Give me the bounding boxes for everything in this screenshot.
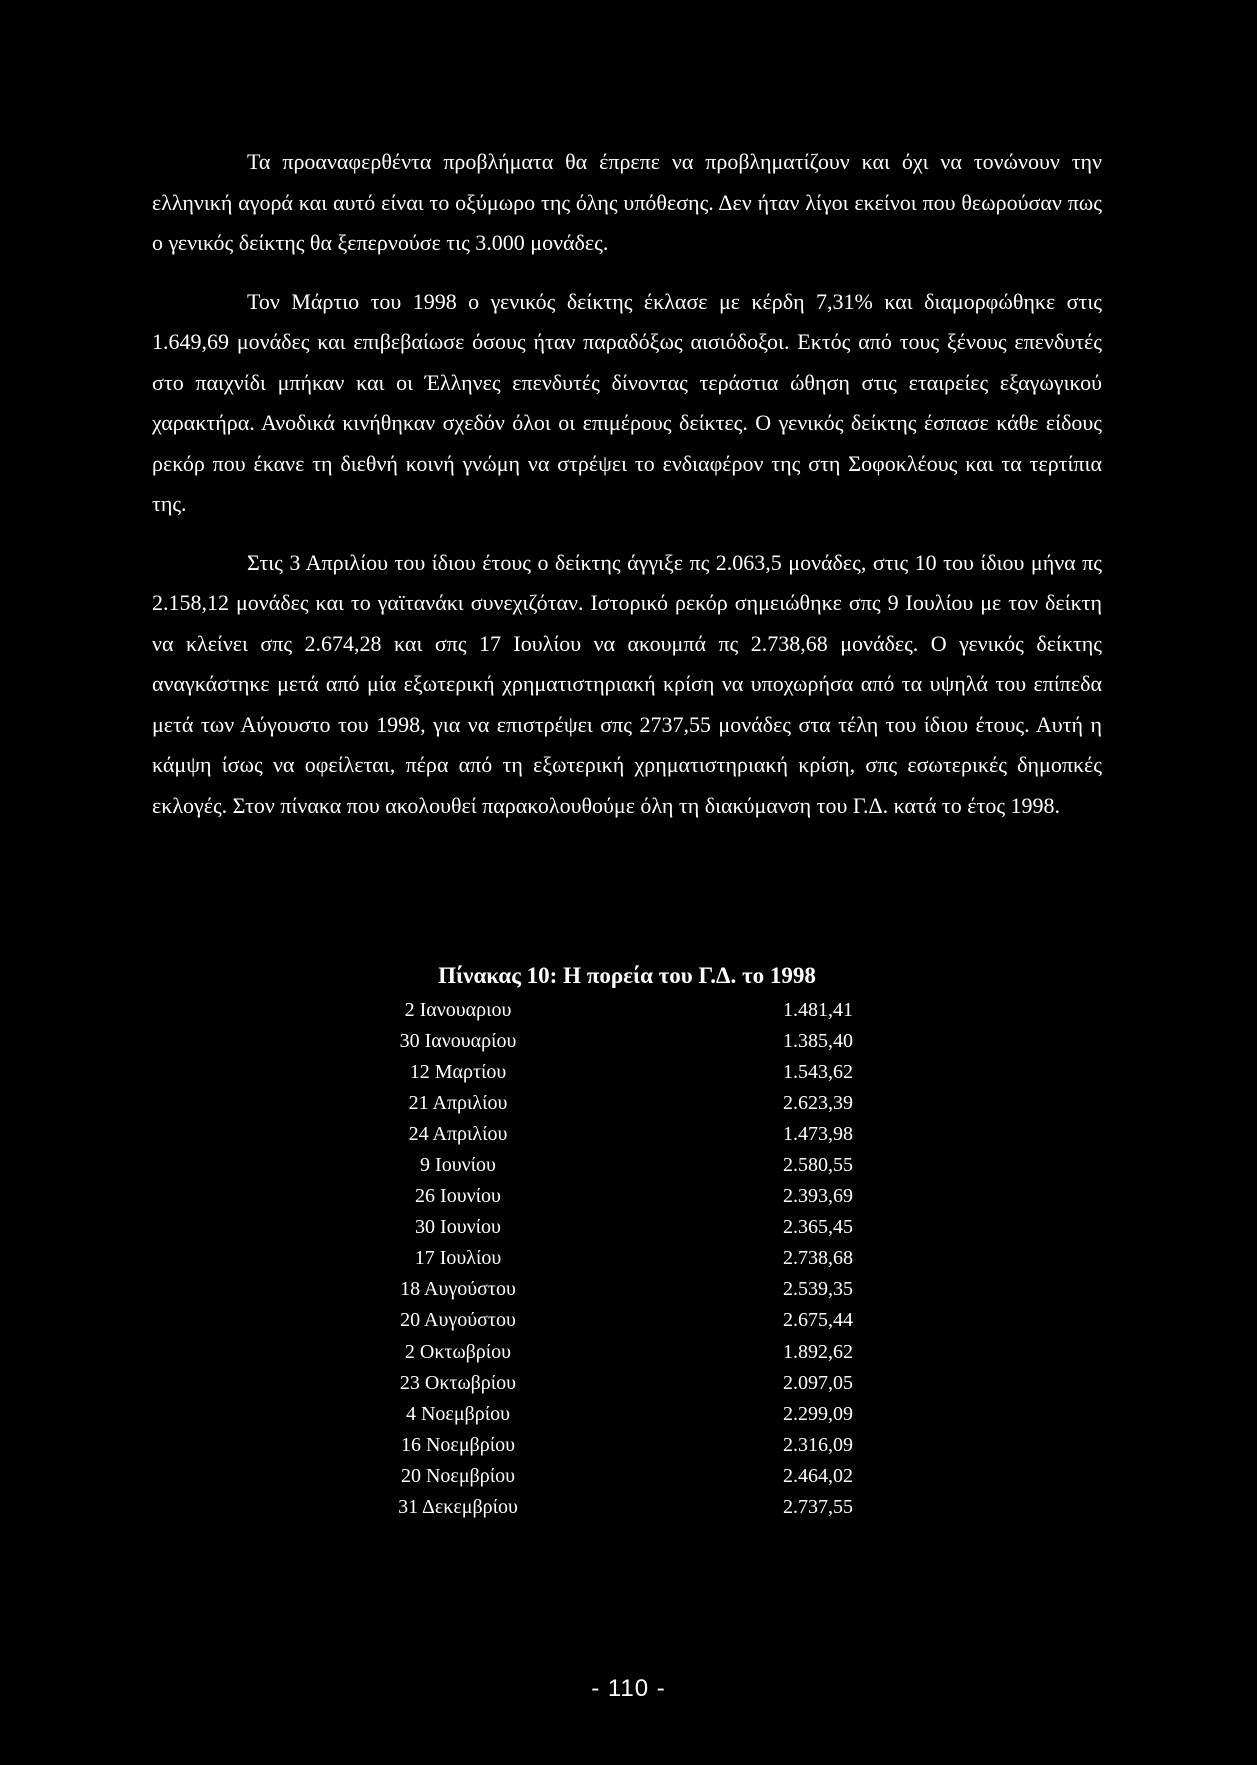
table-cell-date: 30 Ιουνίου: [415, 1216, 501, 1239]
table-cell-value: 2.738,68: [783, 1247, 853, 1270]
table-cell-date: 20 Αυγούστου: [400, 1309, 516, 1332]
table-cell-value: 2.623,39: [783, 1092, 853, 1115]
table-row: [308, 1181, 853, 1212]
table-cell-value: 2.299,09: [783, 1402, 853, 1425]
table-row: [308, 1274, 853, 1305]
table-row: [308, 1150, 853, 1181]
paragraph-1: Τα προαναφερθέντα προβλήματα θα έπρεπε να προβληματίζουν και όχι να τονώνουν την ελληνική αγορά και αυτό είναι το οξύμωρο της όλης υπόθεσης. Δεν ήταν λίγοι εκείνοι που θεωρούσαν πως ο γενικός δείκτης θα ξεπερνούσε τις 3.000 μονάδες.: [152, 149, 1102, 255]
table-row: [308, 1337, 853, 1368]
table-cell-date: 24 Απριλίου: [408, 1123, 508, 1146]
page-number: - 110 -: [591, 1675, 666, 1702]
index-table: [308, 995, 853, 1523]
table-cell-value: 2.675,44: [783, 1309, 853, 1332]
table-cell-date: 4 Νοεμβρίου: [405, 1402, 510, 1425]
table-cell-date: 30 Ιανουαρίου: [399, 1030, 517, 1053]
table-cell-value: 1.892,62: [783, 1340, 853, 1363]
table-row: [308, 1243, 853, 1274]
table-row: [308, 1212, 853, 1243]
table-cell-date: 9 Ιουνίου: [420, 1154, 496, 1177]
table-row: [308, 1492, 853, 1523]
table-cell-date: 17 Ιουλίου: [414, 1247, 502, 1270]
table-cell-value: 2.464,02: [783, 1464, 853, 1487]
table-cell-value: 2.316,09: [783, 1433, 853, 1456]
paragraph-2: Τον Μάρτιο του 1998 ο γενικός δείκτης έκλασε με κέρδη 7,31% και διαμορφώθηκε στις 1.649,69 μονάδες και επιβεβαίωσε όσους ήταν παραδόξως αισιόδοξοι. Εκτός από τους ξένους επενδυτές στο παιχνίδι μπήκαν και οι Έλληνες επενδυτές δίνοντας τεράστια ώθηση στις εταιρείες εξαγωγικού χαρακτήρα. Ανοδικά κινήθηκαν σχεδόν όλοι οι επιμέρους δείκτες. Ο γενικός δείκτης έσπασε κάθε είδους ρεκόρ που έκανε τη διεθνή κοινή γνώμη να στρέψει το ενδιαφέρον της στη Σοφοκλέους και τα τερτίπια της.: [152, 288, 1102, 516]
table-cell-value: 1.481,41: [783, 999, 853, 1021]
table-row: [308, 1368, 853, 1399]
table-cell-date: 20 Νοεμβρίου: [400, 1464, 515, 1487]
table-row: [308, 1057, 853, 1088]
table-row: [308, 1088, 853, 1119]
table-cell-value: 2.365,45: [783, 1216, 853, 1239]
table-cell-date: 16 Νοεμβρίου: [400, 1433, 515, 1456]
table-cell-value: 1.473,98: [783, 1123, 853, 1146]
table-row: [308, 1026, 853, 1057]
paragraph-3: Στις 3 Απριλίου του ίδιου έτους ο δείκτης άγγιξε πς 2.063,5 μονάδες, στις 10 του ίδιου μήνα πς 2.158,12 μονάδες και το γαϊτανάκι συνεχιζόταν. Ιστορικό ρεκόρ σημειώθηκε σπς 9 Ιουλίου με τον δείκτη να κλείνει σπς 2.674,28 και σπς 17 Ιουλίου να ακουμπά πς 2.738,68 μονάδες. Ο γενικός δείκτης αναγκάστηκε μετά από μία εξωτερική χρηματιστηριακή κρίση να υποχωρήσα από τα υψηλά του επίπεδα μετά των Αύγουστο του 1998, για να επιστρέψει σπς 2737,55 μονάδες στα τέλη του ίδιου έτους. Αυτή η κάμψη ίσως να οφείλεται, πέρα από τη εξωτερική χρηματιστηριακή κρίση, σπς εσωτερικές δημοπκές εκλογές. Στον πίνακα που ακολουθεί παρακολουθούμε όλη τη διακύμανση του Γ.Δ. κατά το έτος 1998.: [152, 549, 1102, 818]
table-cell-value: 1.385,40: [783, 1030, 853, 1053]
table-row: [308, 995, 853, 1026]
table-cell-date: 26 Ιουνίου: [415, 1185, 501, 1208]
table-cell-value: 2.580,55: [783, 1154, 853, 1177]
table-cell-date: 12 Μαρτίου: [409, 1061, 507, 1084]
table-cell-date: 2 Οκτωβρίου: [404, 1340, 512, 1363]
table-cell-date: 21 Απριλίου: [408, 1092, 508, 1115]
table-cell-date: 31 Δεκεμβρίου: [398, 1495, 518, 1518]
table-row: [308, 1430, 853, 1461]
table-cell-value: 1.543,62: [783, 1061, 853, 1084]
table-row: [308, 1119, 853, 1150]
table-cell-value: 2.539,35: [783, 1278, 853, 1301]
table-cell-date: 2 Ιανουαριου: [404, 999, 512, 1021]
table-cell-value: 2.393,69: [783, 1185, 853, 1208]
table-row: [308, 1461, 853, 1492]
table-cell-date: 23 Οκτωβρίου: [399, 1371, 517, 1394]
table-row: [308, 1305, 853, 1336]
table-cell-date: 18 Αυγούστου: [400, 1278, 516, 1301]
body-text: [152, 142, 1102, 844]
table-cell-value: 2.737,55: [783, 1495, 853, 1518]
table-cell-value: 2.097,05: [783, 1371, 853, 1394]
table-title: Πίνακας 10: Η πορεία του Γ.Δ. το 1998: [438, 963, 816, 988]
table-row: [308, 1399, 853, 1430]
